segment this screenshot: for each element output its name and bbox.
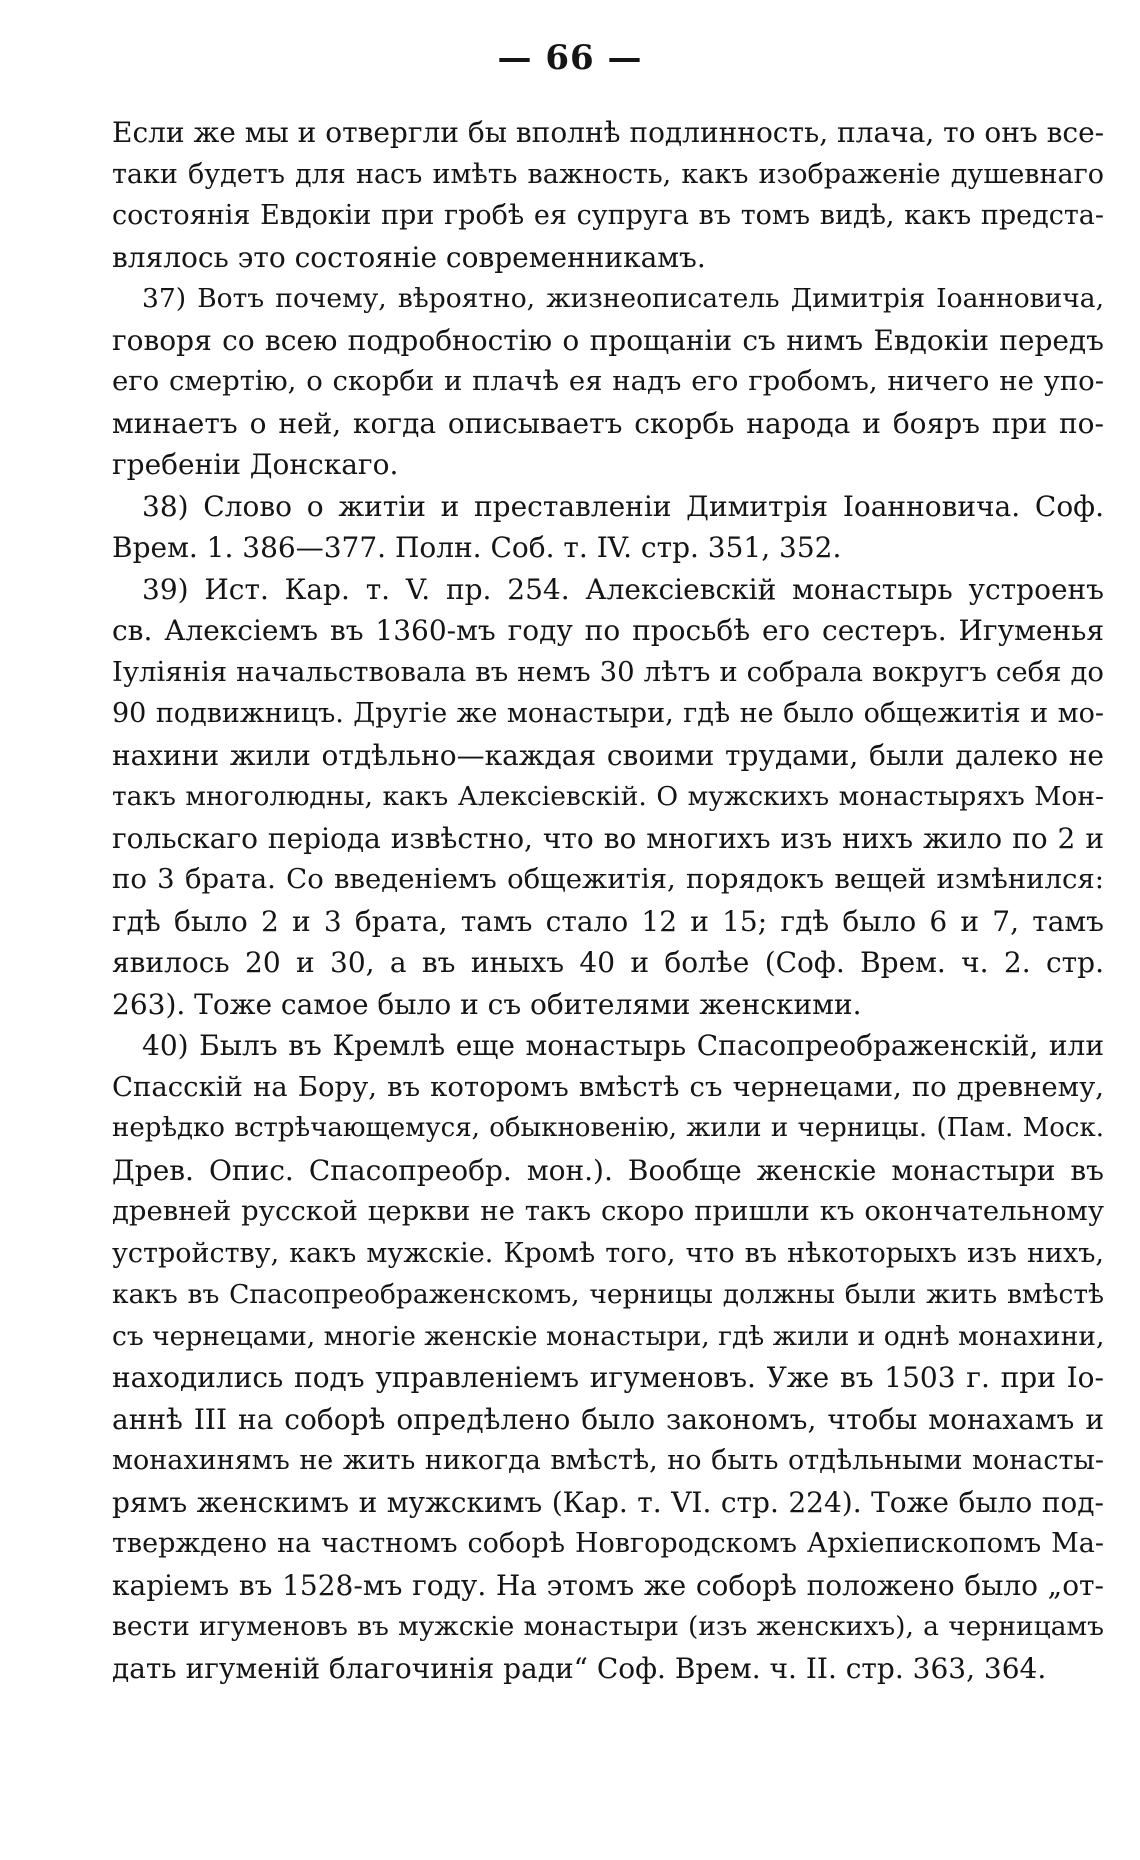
text-line: гдѣ было 2 и 3 брата, тамъ стало 12 и 15; гдѣ было 6 и 7, тамъ xyxy=(112,904,1104,938)
text-line: гольскаго періода извѣстно, что во многихъ изъ нихъ жило по 2 и xyxy=(112,821,1104,855)
text-line: Врем. 1. 386—377. Полн. Соб. т. IV. стр. 351, 352. xyxy=(112,531,842,564)
text-line: рямъ женскимъ и мужскимъ (Кар. т. VI. стр. 224). Тоже было под- xyxy=(112,1485,1104,1519)
text-line: таки будетъ для насъ имѣть важность, какъ изображеніе душевнаго xyxy=(112,158,1104,190)
text-line: говоря со всею подробностію о прощаніи съ нимъ Евдокіи передъ xyxy=(112,323,1104,357)
text-line: Спасскій на Бору, въ которомъ вмѣстѣ съ чернецами, по древнему, xyxy=(112,1070,1104,1103)
text-line: его смертію, о скорби и плачѣ ея надъ его гробомъ, ничего не упо- xyxy=(112,365,1104,397)
paragraph-intro xyxy=(112,112,1104,278)
text-line: какъ въ Спасопреображенскомъ, черницы должны были жить вмѣстѣ xyxy=(112,1279,1104,1310)
text-line: Іуліянія начальствовала въ немъ 30 лѣтъ и собрала вокругъ себя до xyxy=(112,655,1104,688)
text-line: вести игуменовъ въ мужскіе монастыри (изъ женскихъ), а черницамъ xyxy=(112,1611,1104,1642)
text-line: гребеніи Донскаго. xyxy=(112,448,399,481)
page-number: — 66 — xyxy=(497,38,643,78)
text-line: св. Алексіемъ въ 1360-мъ году по просьбѣ его сестеръ. Игуменья xyxy=(112,614,1104,647)
footnote-38 xyxy=(112,486,1104,569)
text-line: Древ. Опис. Спасопреобр. мон.). Вообще женскіе монастыри въ xyxy=(112,1153,1104,1187)
text-line: дать игуменій благочинія ради“ Соф. Врем. ч. II. стр. 363, 364. xyxy=(112,1651,1047,1685)
text-line: 37) Вотъ почему, вѣроятно, жизнеописатель Димитрія Іоанновича, xyxy=(142,283,1104,314)
footnote-40 xyxy=(112,1025,1104,1689)
text-line: состоянія Евдокіи при гробѣ ея супруга въ томъ видѣ, какъ предста- xyxy=(112,200,1104,231)
text-line: находились подъ управленіемъ игуменовъ. Уже въ 1503 г. при Іо- xyxy=(112,1361,1104,1394)
text-line: тверждено на частномъ соборѣ Новгородскомъ Архіепископомъ Ма- xyxy=(112,1528,1104,1559)
text-line: каріемъ въ 1528-мъ году. На этомъ же соборѣ положено было „от- xyxy=(112,1568,1104,1602)
text-line: Если же мы и отвергли бы вполнѣ подлинность, плача, то онъ все- xyxy=(112,116,1104,149)
text-line: 90 подвижницъ. Другіе же монастыри, гдѣ не было общежитія и мо- xyxy=(112,698,1104,729)
text-line: аннѣ III на соборѣ опредѣлено было закономъ, чтобы монахамъ и xyxy=(112,1402,1104,1436)
text-line: 263). Тоже самое было и съ обителями женскими. xyxy=(112,987,862,1021)
text-line: нерѣдко встрѣчающемуся, обыкновенію, жили и черницы. (Пам. Моск. xyxy=(112,1113,1104,1143)
footnote-37 xyxy=(112,278,1104,486)
text-line: явилось 20 и 30, а въ иныхъ 40 и болѣе (Соф. Врем. ч. 2. стр. xyxy=(112,946,1104,979)
text-line: нахини жили отдѣльно—каждая своими трудами, были далеко не xyxy=(112,738,1104,772)
body-text xyxy=(112,112,1104,1689)
text-line: влялось это состояніе современникамъ. xyxy=(112,240,706,274)
text-line: такъ многолюдны, какъ Алексіевскій. О мужскихъ монастыряхъ Мон- xyxy=(112,781,1104,812)
text-line: 40) Былъ въ Кремлѣ еще монастырь Спасопреображенскій, или xyxy=(142,1029,1104,1062)
text-line: 39) Ист. Кар. т. V. пр. 254. Алексіевскій монастырь устроенъ xyxy=(142,572,1104,606)
text-line: по 3 брата. Со введеніемъ общежитія, порядокъ вещей измѣнился: xyxy=(112,863,1104,895)
text-line: устройству, какъ мужскіе. Кромѣ того, что въ нѣкоторыхъ изъ нихъ, xyxy=(112,1237,1104,1269)
text-line: минаетъ о ней, когда описываетъ скорбь народа и бояръ при по- xyxy=(112,406,1104,440)
text-line: 38) Слово о житіи и преставленіи Димитрія Іоанновича. Соф. xyxy=(142,489,1104,523)
text-line: древней русской церкви не такъ скоро пришли къ окончательному xyxy=(112,1195,1104,1227)
text-line: съ чернецами, многіе женскіе монастыри, гдѣ жили и однѣ монахини, xyxy=(112,1320,1104,1352)
text-line: монахинямъ не жить никогда вмѣстѣ, но быть отдѣльными монасты- xyxy=(112,1445,1104,1476)
footnote-39 xyxy=(112,569,1104,1026)
